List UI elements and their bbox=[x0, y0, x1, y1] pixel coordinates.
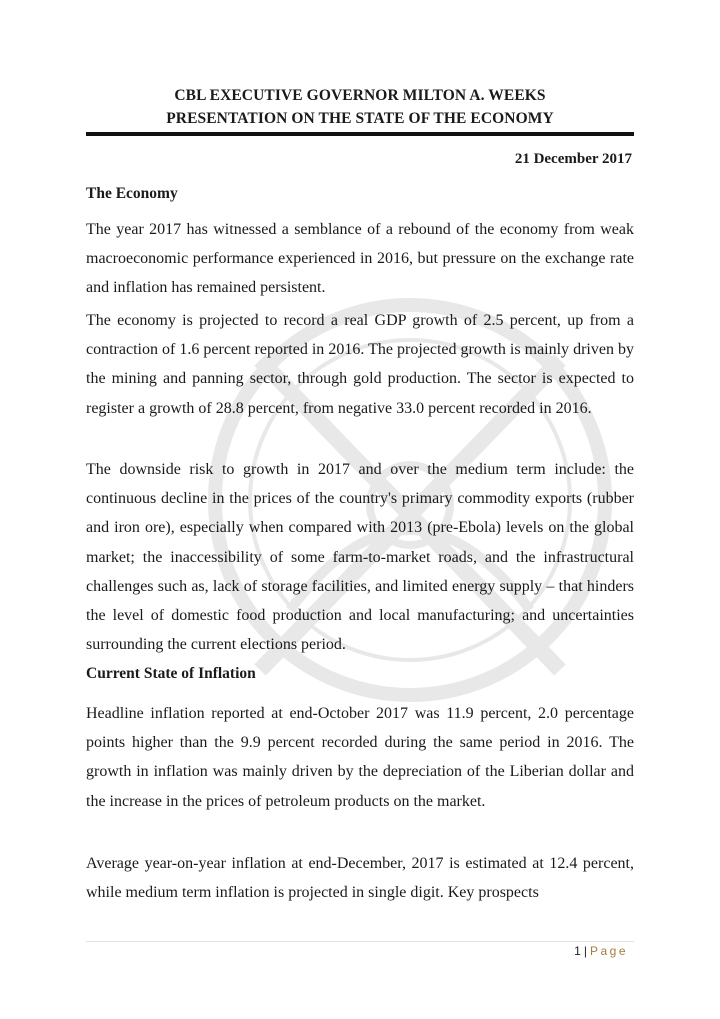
section-heading-economy: The Economy bbox=[86, 185, 178, 202]
footer-separator: | bbox=[583, 944, 587, 958]
inflation-paragraph-1: Headline inflation reported at end-October 2017 was 11.9 percent, 2.0 percentage points higher than the 9.9 percent recorded during the same period in 2016. The growth in inflation was mainly driven by the depreciation of the Liberian dollar and the increase in the prices of petroleum products on the market. bbox=[86, 705, 634, 810]
title-divider bbox=[86, 132, 634, 136]
economy-paragraph-3: The downside risk to growth in 2017 and over the medium term include: the continuous decline in the prices of the country's primary commodity exports (rubber and iron ore), especially when compared with 2013 (pre-Ebola) levels on the global market; the inaccessibility of some farm-to-market roads, and the infrastructural challenges such as, lack of storage facilities, and limited energy supply – that hinders the level of domestic food production and local manufacturing; and uncertainties surrounding the current elections period. bbox=[86, 461, 634, 654]
inflation-paragraph-2: Average year-on-year inflation at end-December, 2017 is estimated at 12.4 percent, while medium term inflation is projected in single digit. Key prospects bbox=[86, 855, 634, 902]
economy-paragraph-1: The year 2017 has witnessed a semblance of a rebound of the economy from weak macroeconomic performance experienced in 2016, but pressure on the exchange rate and inflation has remained persistent. bbox=[86, 221, 634, 297]
footer-divider bbox=[86, 941, 634, 942]
document-date: 21 December 2017 bbox=[514, 151, 632, 167]
economy-paragraph-2: The economy is projected to record a real GDP growth of 2.5 percent, up from a contraction of 1.6 percent reported in 2016. The projected growth is mainly driven by the mining and panning sector, through gold production. The sector is expected to register a growth of 28.8 percent, from negative 33.0 percent recorded in 2016. bbox=[86, 312, 634, 417]
page-number: 1 bbox=[574, 944, 581, 958]
document-title-line-1: CBL EXECUTIVE GOVERNOR MILTON A. WEEKS bbox=[174, 87, 546, 104]
section-heading-inflation: Current State of Inflation bbox=[86, 665, 256, 682]
page-label: Page bbox=[589, 944, 628, 958]
document-title-line-2: PRESENTATION ON THE STATE OF THE ECONOMY bbox=[166, 110, 554, 127]
page-footer bbox=[574, 944, 628, 958]
